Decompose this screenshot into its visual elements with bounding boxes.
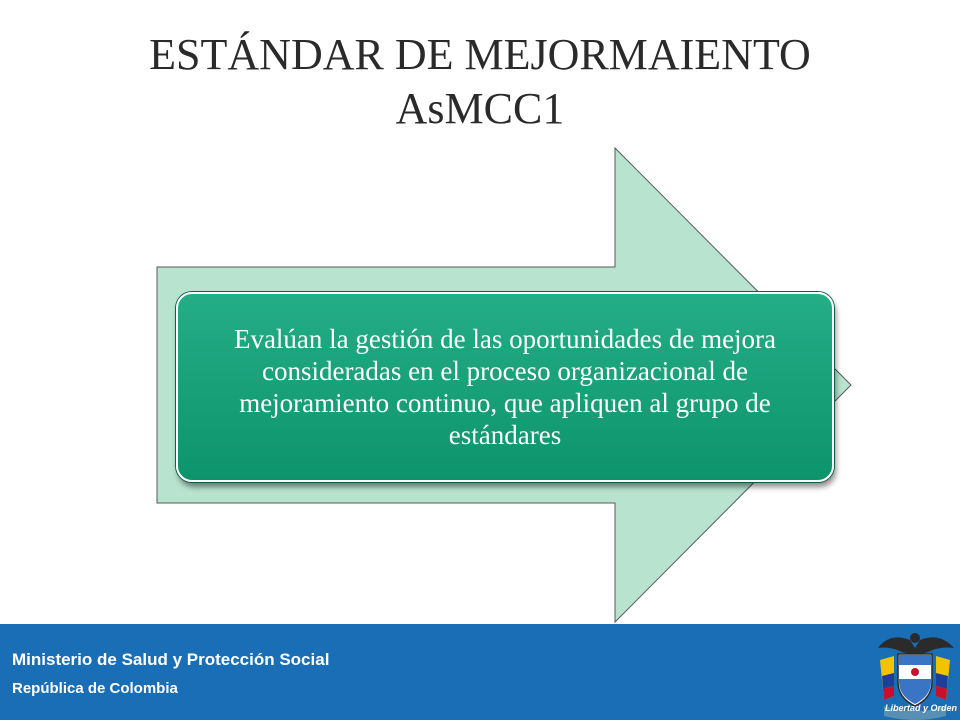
slide-title-line-1: ESTÁNDAR DE MEJORMAIENTO	[149, 30, 811, 79]
ministry-name: Ministerio de Salud y Protección Social	[12, 650, 330, 669]
description-box	[176, 292, 834, 482]
country-name: República de Colombia	[12, 680, 178, 697]
emblem-motto: Libertad y Orden	[884, 703, 957, 713]
footer-bar	[0, 624, 960, 720]
description-text: Evalúan la gestión de las oportunidades de mejora consideradas en el proceso organizacional de mejoramiento continuo, que apliquen al grupo de estándares	[233, 324, 777, 450]
slide-title-line-2: AsMCC1	[395, 84, 565, 133]
